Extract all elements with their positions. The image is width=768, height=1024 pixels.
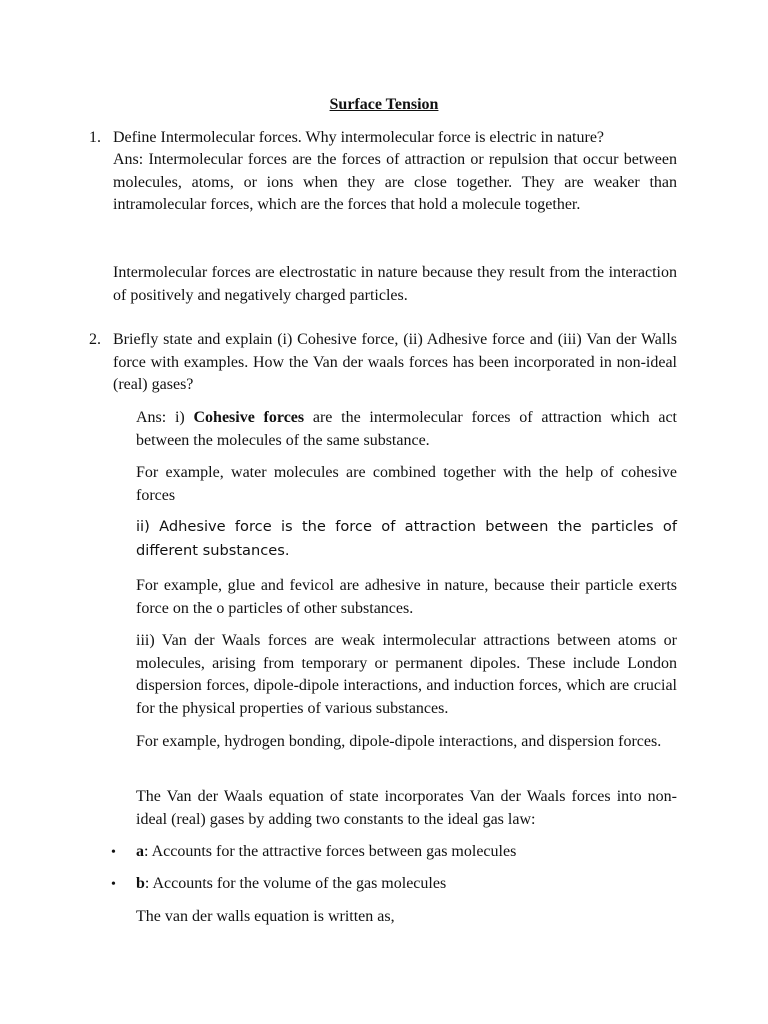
cohesive-example: For example, water molecules are combined together with the help of cohesive forces [136,464,677,504]
closing-line: The van der walls equation is written as, [136,908,395,925]
bullet-item-a [136,841,677,864]
cohesive-term: Cohesive forces [193,409,305,426]
q1-answer-paragraph: Ans: Intermolecular forces are the forces of attraction or repulsion that occur between molecules, atoms, or ions when they are close together. They are weaker than intramolecular forces, which are the forces that hold a molecule together. [113,151,677,213]
vdw-example: For example, hydrogen bonding, dipole-dipole interactions, and dispersion forces. [136,733,662,750]
vdw-definition: iii) Van der Waals forces are weak intermolecular attractions between atoms or molecules, arising from temporary or permanent dipoles. These include London dispersion forces, dipole-dipole interactions, and induction forces, which are crucial for the physical properties of various substances. [136,632,677,717]
bullet-term: a [136,843,144,860]
q2-number: 2. [89,331,101,348]
page-title: Surface Tension [329,96,439,113]
q1-question: Define Intermolecular forces. Why intermolecular force is electric in nature? [113,129,605,146]
cohesive-definition [136,407,677,452]
vdw-equation-intro: The Van der Waals equation of state incorporates Van der Waals forces into non-ideal (real) gases by adding two constants to the ideal gas law: [136,788,677,828]
cohesive-definition-text: are the intermolecular forces of attraction which act between the molecules of the same substance. [136,409,677,449]
bullet-dot: • [111,877,116,892]
q1-number: 1. [89,129,101,146]
bullet-text: : Accounts for the volume of the gas molecules [144,875,447,892]
answer-prefix: Ans: i) [136,409,194,426]
bullet-term: b [136,875,145,892]
q2-question: Briefly state and explain (i) Cohesive force, (ii) Adhesive force and (iii) Van der Walls force with examples. How the Van der waals forces has been incorporated in non-ideal (real) gases? [113,331,677,393]
adhesive-definition: ii) Adhesive force is the force of attraction between the particles of different substances. [136,518,677,559]
bullet-dot: • [111,845,116,860]
q1-answer-paragraph-2: Intermolecular forces are electrostatic in nature because they result from the interaction of positively and negatively charged particles. [113,264,677,304]
adhesive-example: For example, glue and fevicol are adhesive in nature, because their particle exerts force on the o particles of other substances. [136,577,677,617]
bullet-text: : Accounts for the attractive forces between gas molecules [144,843,517,860]
bullet-item-b [136,873,677,896]
